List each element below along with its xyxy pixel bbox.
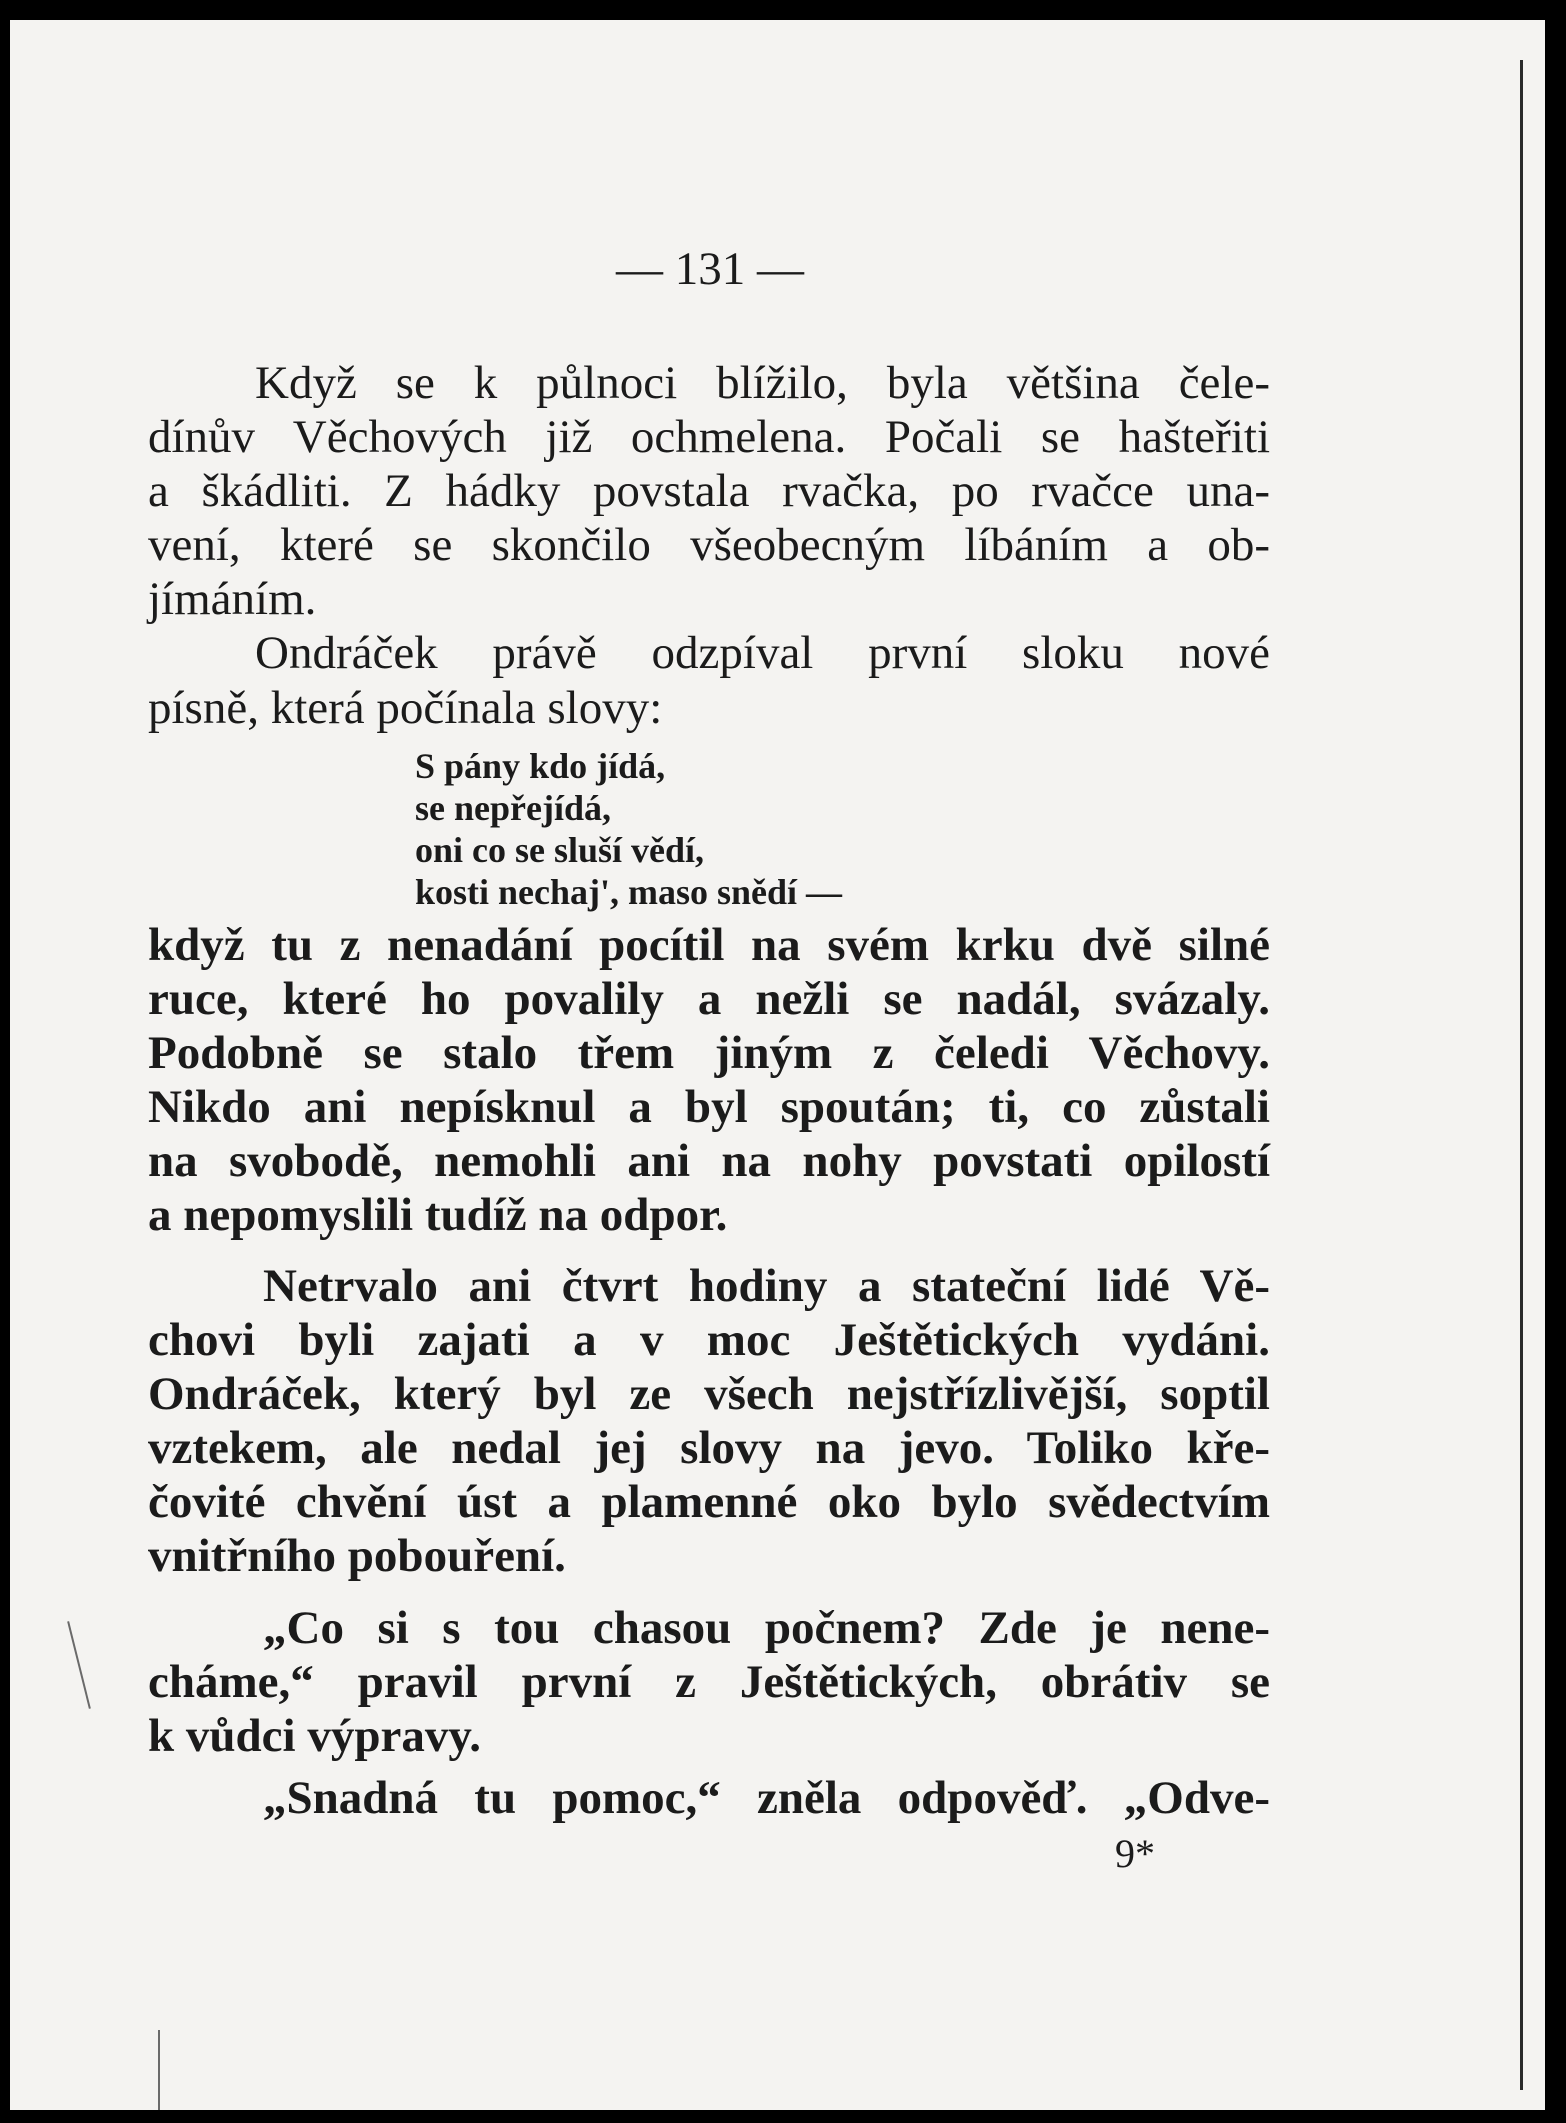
text-line: Podobně se stalo třem jiným z čeledi Věchovy. <box>148 1027 1270 1079</box>
text-line: písně, která počínala slovy: <box>148 682 663 734</box>
text-line: cháme,“ pravil první z Ještětických, obrátiv se <box>148 1656 1270 1708</box>
verse-line: S pány kdo jídá, <box>415 746 666 786</box>
text-line: na svobodě, nemohli ani na nohy povstati opilostí <box>148 1135 1270 1187</box>
text-line: Ondráček, který byl ze všech nejstřízlivější, soptil <box>148 1368 1270 1420</box>
page-number-header: — 131 — <box>616 243 804 295</box>
text-line: Netrvalo ani čtvrt hodiny a stateční lidé Vě- <box>263 1260 1270 1312</box>
text-line: chovi byli zajati a v moc Ještětických vydáni. <box>148 1314 1270 1366</box>
text-line: jímáním. <box>148 573 317 625</box>
text-line: když tu z nenadání pocítil na svém krku dvě silné <box>148 919 1270 971</box>
text-line: vztekem, ale nedal jej slovy na jevo. Toliko kře- <box>148 1422 1270 1474</box>
text-line: Ondráček právě odzpíval první sloku nové <box>255 627 1270 679</box>
text-line: ruce, které ho povalily a nežli se nadál, svázaly. <box>148 973 1270 1025</box>
text-line: Nikdo ani nepísknul a byl spoután; ti, co zůstali <box>148 1081 1270 1133</box>
text-line: dínův Věchových již ochmelena. Počali se hašteřiti <box>148 411 1270 463</box>
text-line: Když se k půlnoci blížilo, byla většina čele- <box>255 357 1270 409</box>
text-line: a nepomyslili tudíž na odpor. <box>148 1189 728 1241</box>
text-line: vnitřního pobouření. <box>148 1530 566 1582</box>
book-page <box>10 20 1545 2110</box>
text-line: „Co si s tou chasou počnem? Zde je nene- <box>263 1602 1270 1654</box>
verse-line: kosti nechaj', maso snědí — <box>415 872 843 912</box>
verse-line: oni co se sluší vědí, <box>415 830 705 870</box>
scan-scratch <box>67 1621 91 1709</box>
signature-mark: 9* <box>1115 1831 1155 1876</box>
text-line: „Snadná tu pomoc,“ zněla odpověď. „Odve- <box>263 1772 1270 1824</box>
text-line: vení, které se skončilo všeobecným líbáním a ob- <box>148 519 1270 571</box>
text-line: a škádliti. Z hádky povstala rvačka, po rvačce una- <box>148 465 1270 517</box>
page-edge-shadow <box>1520 60 1523 2090</box>
scan-scratch <box>158 2030 160 2110</box>
text-line: k vůdci výpravy. <box>148 1710 481 1762</box>
verse-line: se nepřejídá, <box>415 788 611 828</box>
text-line: čovité chvění úst a plamenné oko bylo svědectvím <box>148 1476 1270 1528</box>
